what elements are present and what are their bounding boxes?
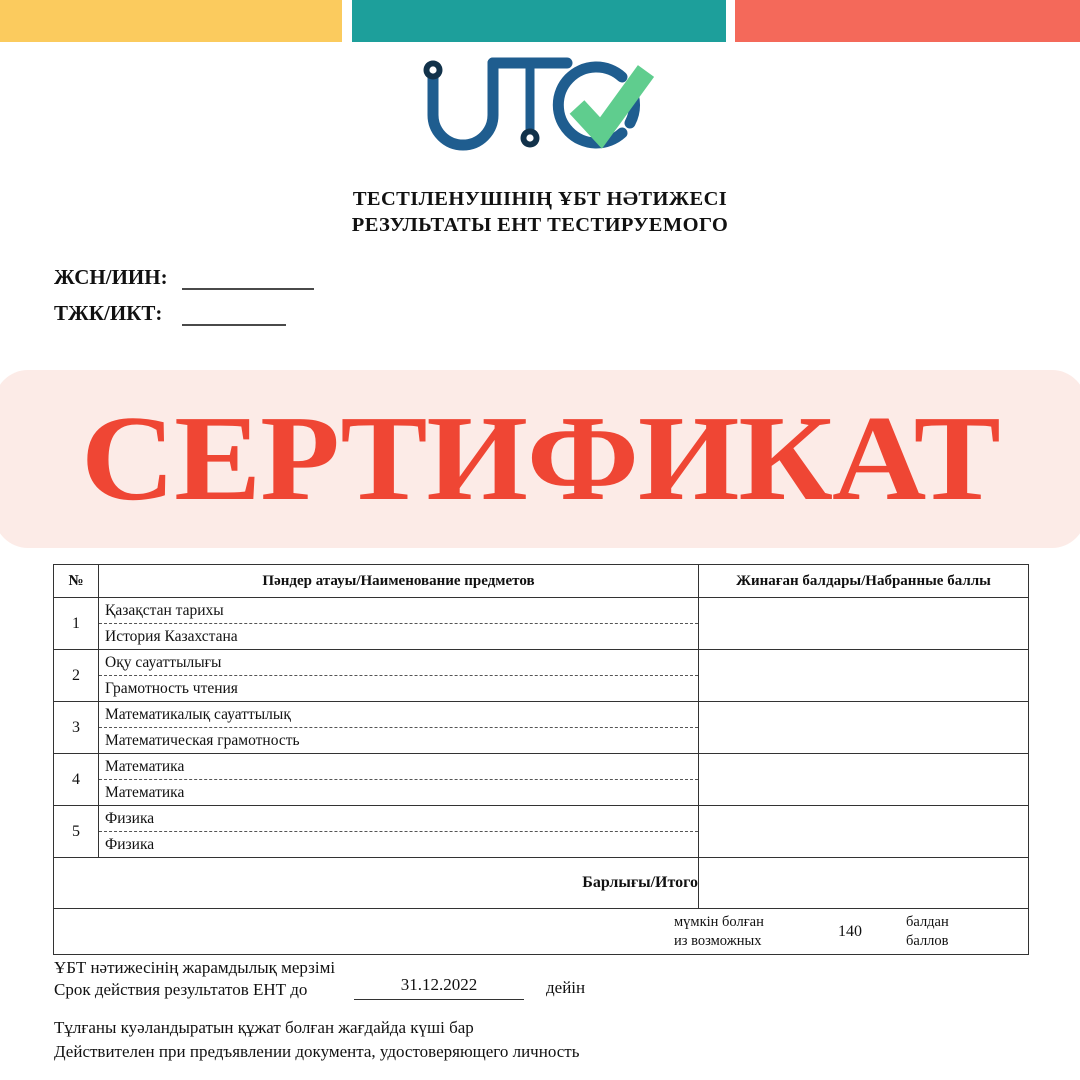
header-number: № xyxy=(54,565,99,598)
points-cell[interactable] xyxy=(699,598,1029,650)
subject-cell xyxy=(99,806,699,858)
subject-name-kz: Қазақстан тарихы xyxy=(99,598,698,624)
validity-block xyxy=(54,957,754,1001)
total-label: Барлығы/Итого xyxy=(54,858,699,909)
max-possible-units xyxy=(906,913,1016,951)
max-possible-cell xyxy=(54,909,1029,955)
subject-name-ru: Математика xyxy=(105,784,185,801)
row-number: 3 xyxy=(54,702,99,754)
subject-cell xyxy=(99,650,699,702)
validity-label-kz: ҰБТ нәтижесінің жарамдылық мерзімі xyxy=(54,958,336,977)
title-line-ru: РЕЗУЛЬТАТЫ ЕНТ ТЕСТИРУЕМОГО xyxy=(351,214,729,236)
subject-cell xyxy=(99,754,699,806)
points-cell[interactable] xyxy=(699,754,1029,806)
results-table xyxy=(53,564,1029,955)
ikt-row xyxy=(54,290,574,326)
disclaimer-block xyxy=(54,1016,954,1064)
max-possible-label xyxy=(674,913,794,951)
subject-name-ru: Физика xyxy=(105,836,155,853)
row-number: 4 xyxy=(54,754,99,806)
table-row xyxy=(54,806,1029,858)
page-title xyxy=(0,186,1080,238)
header-subject: Пәндер атауы/Наименование предметов xyxy=(99,565,699,598)
total-value[interactable] xyxy=(699,858,1029,909)
color-bar-red xyxy=(735,0,1080,42)
validity-labels xyxy=(54,957,354,1001)
certificate-watermark-text: СЕРТИФИКАТ xyxy=(80,391,1000,526)
validity-date: 31.12.2022 xyxy=(354,975,524,1000)
max-units-kz: балдан xyxy=(906,913,949,930)
max-units-ru: баллов xyxy=(906,932,949,949)
points-cell[interactable] xyxy=(699,702,1029,754)
subject-name-ru: Грамотность чтения xyxy=(105,680,238,697)
subject-name-ru: История Казахстана xyxy=(105,628,238,645)
points-cell[interactable] xyxy=(699,650,1029,702)
subject-cell xyxy=(99,598,699,650)
disclaimer-kz: Тұлғаны куәландыратын құжат болған жағдайда күші бар xyxy=(54,1018,474,1037)
disclaimer-ru: Действителен при предъявлении документа, удостоверяющего личность xyxy=(54,1042,580,1061)
table-body xyxy=(54,598,1029,955)
subject-name-ru: Математическая грамотность xyxy=(105,732,300,749)
subject-cell xyxy=(99,702,699,754)
certificate-banner xyxy=(0,370,1080,548)
ikt-input[interactable] xyxy=(182,304,286,326)
iin-label: ЖСН/ИИН: xyxy=(54,265,168,289)
max-possible-label-kz: мүмкін болған xyxy=(674,913,764,930)
subject-name-kz: Математика xyxy=(99,754,698,780)
table-header-row xyxy=(54,565,1029,598)
header-points: Жинаған балдары/Набранные баллы xyxy=(699,565,1029,598)
table-row xyxy=(54,598,1029,650)
iin-row xyxy=(54,254,574,290)
utc-logo xyxy=(0,52,1080,160)
subject-name-kz: Физика xyxy=(99,806,698,832)
table-row xyxy=(54,754,1029,806)
utc-logo-icon xyxy=(415,53,665,159)
identification-fields xyxy=(54,254,574,326)
max-possible-value: 140 xyxy=(838,922,862,940)
validity-suffix: дейін xyxy=(546,978,586,997)
row-number: 2 xyxy=(54,650,99,702)
subject-name-kz: Математикалық сауаттылық xyxy=(99,702,698,728)
ikt-label: ТЖК/ИКТ: xyxy=(54,301,163,325)
subject-name-kz: Оқу сауаттылығы xyxy=(99,650,698,676)
row-number: 5 xyxy=(54,806,99,858)
total-row xyxy=(54,858,1029,909)
row-number: 1 xyxy=(54,598,99,650)
color-bar-teal xyxy=(352,0,726,42)
max-possible-row xyxy=(54,909,1029,955)
iin-input[interactable] xyxy=(182,268,314,290)
table-row xyxy=(54,650,1029,702)
color-bar-yellow xyxy=(0,0,342,42)
decorative-color-bars xyxy=(0,0,1080,42)
table-row xyxy=(54,702,1029,754)
title-line-kz: ТЕСТІЛЕНУШІНІҢ ҰБТ НӘТИЖЕСІ xyxy=(352,188,728,210)
max-possible-label-ru: из возможных xyxy=(674,932,762,949)
points-cell[interactable] xyxy=(699,806,1029,858)
validity-label-ru: Срок действия результатов ЕНТ до xyxy=(54,980,308,999)
